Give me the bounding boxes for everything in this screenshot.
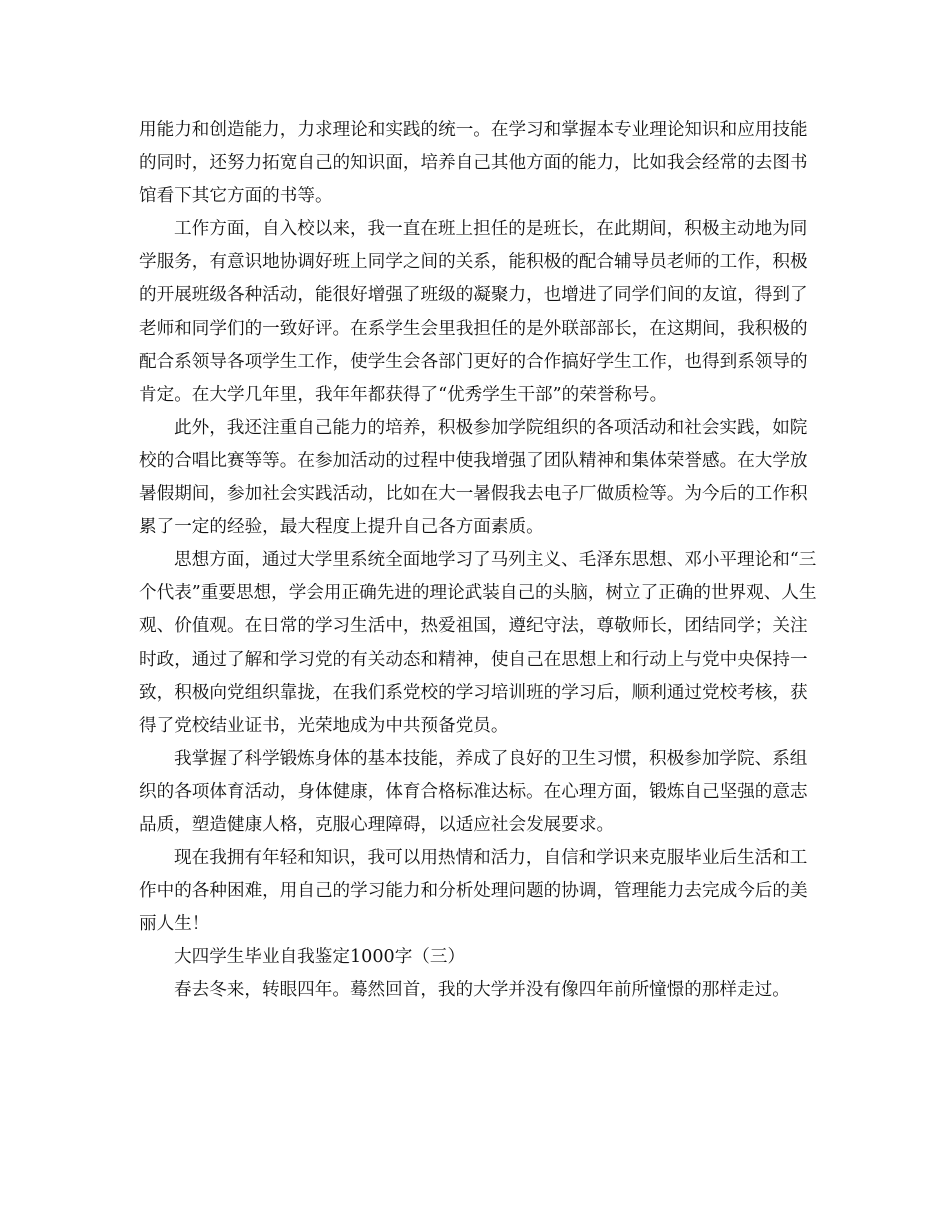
paragraph-conclusion: 现在我拥有年轻和知识，我可以用热情和活力，自信和学识来克服毕业后生活和工作中的各种困难，用自己的学习能力和分析处理问题的协调，管理能力去完成今后的美丽人生！ xyxy=(139,848,808,935)
section-heading: 大四学生毕业自我鉴定1000字（三） xyxy=(174,947,466,968)
paragraph-health: 我掌握了科学锻炼身体的基本技能，养成了良好的卫生习惯，积极参加学院、系组织的各项体育活动，身体健康，体育合格标准达标。在心理方面，锻炼自己坚强的意志品质，塑造健康人格，克服心理障碍，以适应社会发展要求。 xyxy=(139,748,808,835)
paragraph-opening: 春去冬来，转眼四年。蓦然回首，我的大学并没有像四年前所憧憬的那样走过。 xyxy=(174,980,790,1001)
paragraph-work: 工作方面，自入校以来，我一直在班上担任的是班长，在此期间，积极主动地为同学服务，有意识地协调好班上同学之间的关系，能积极的配合辅导员老师的工作，积极的开展班级各种活动，能很好增强了班级的凝聚力，也增进了同学们间的友谊，得到了老师和同学们的一致好评。在系学生会里我担任的是外联部部长，在这期间，我积极的配合系领导各项学生工作，使学生会各部门更好的合作搞好学生工作，也得到系领导的肯定。在大学几年里，我年年都获得了“优秀学生干部”的荣誉称号。 xyxy=(139,219,808,405)
document-body xyxy=(139,114,823,1008)
paragraph-ideology: 思想方面，通过大学里系统全面地学习了马列主义、毛泽东思想、邓小平理论和“三个代表”重要思想，学会用正确先进的理论武装自己的头脑，树立了正确的世界观、人生观、价值观。在日常的学习生活中，热爱祖国，遵纪守法，尊敬师长，团结同学；关注时政，通过了解和学习党的有关动态和精神，使自己在思想上和行动上与党中央保持一致，积极向党组织靠拢，在我们系党校的学习培训班的学习后，顺利通过党校考核，获得了党校结业证书，光荣地成为中共预备党员。 xyxy=(139,550,817,736)
paragraph-activities: 此外，我还注重自己能力的培养，积极参加学院组织的各项活动和社会实践，如院校的合唱比赛等等。在参加活动的过程中使我增强了团队精神和集体荣誉感。在大学放暑假期间，参加社会实践活动，比如在大一暑假我去电子厂做质检等。为今后的工作积累了一定的经验，最大程度上提升自己各方面素质。 xyxy=(139,417,808,538)
paragraph-continuation: 用能力和创造能力，力求理论和实践的统一。在学习和掌握本专业理论知识和应用技能的同时，还努力拓宽自己的知识面，培养自己其他方面的能力，比如我会经常的去图书馆看下其它方面的书等。 xyxy=(139,120,808,207)
